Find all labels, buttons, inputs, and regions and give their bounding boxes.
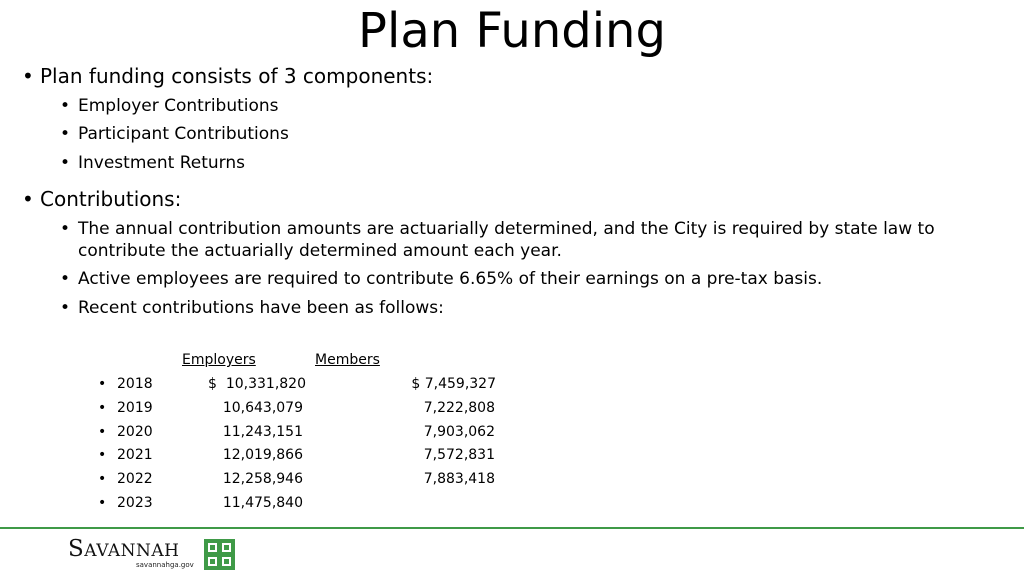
table-row <box>0 376 600 396</box>
employers-cell: $ 10,331,820 <box>208 376 306 392</box>
members-cell: 7,903,062 <box>423 424 495 440</box>
employers-cell: 12,258,946 <box>222 471 303 487</box>
bullet-text: Contributions: <box>40 187 182 211</box>
table-row <box>0 424 600 444</box>
table-row <box>0 471 600 491</box>
bullet-marker: • <box>22 187 34 211</box>
bullet-marker: • <box>60 219 71 239</box>
year-cell: 2020 <box>117 424 153 440</box>
bullet-marker: • <box>98 495 107 511</box>
column-header-members: Members <box>315 352 380 368</box>
footer-divider <box>0 527 1024 529</box>
employers-cell: 10,643,079 <box>222 400 303 416</box>
bullet-marker: • <box>60 298 71 318</box>
bullet-marker: • <box>98 424 107 440</box>
year-cell: 2018 <box>117 376 153 392</box>
employers-cell: 11,475,840 <box>222 495 303 511</box>
sub-bullet-text: Recent contributions have been as follows: <box>78 298 444 318</box>
year-cell: 2023 <box>117 495 153 511</box>
bullet-marker: • <box>98 447 107 463</box>
employers-cell: 12,019,866 <box>222 447 303 463</box>
sub-bullet-text: Investment Returns <box>78 153 245 173</box>
logo-url: savannahga.gov <box>136 561 194 569</box>
city-grid-logo-icon <box>204 539 235 570</box>
members-cell: 7,222,808 <box>423 400 495 416</box>
slide-title: Plan Funding <box>358 3 666 59</box>
members-cell: 7,572,831 <box>423 447 495 463</box>
bullet-marker: • <box>60 153 71 173</box>
logo-wordmark: SAVANNAH <box>68 536 180 562</box>
bullet-marker: • <box>22 64 34 88</box>
bullet-marker: • <box>98 376 107 392</box>
sub-bullet-text: Employer Contributions <box>78 96 279 116</box>
sub-bullet-text: Participant Contributions <box>78 124 289 144</box>
table-row <box>0 400 600 420</box>
members-cell: $ 7,459,327 <box>411 376 496 392</box>
bullet-marker: • <box>98 471 107 487</box>
sub-bullet-text: The annual contribution amounts are actuarially determined, and the City is required by state law to contribute the actuarially determined amount each year. <box>78 219 935 261</box>
bullet-marker: • <box>60 96 71 116</box>
year-cell: 2019 <box>117 400 153 416</box>
bullet-text: Plan funding consists of 3 components: <box>40 64 434 88</box>
table-row <box>0 447 600 467</box>
year-cell: 2021 <box>117 447 153 463</box>
bullet-marker: • <box>60 269 71 289</box>
bullet-marker: • <box>60 124 71 144</box>
table-row <box>0 495 600 515</box>
sub-bullet-text: Active employees are required to contribute 6.65% of their earnings on a pre-tax basis. <box>78 269 823 289</box>
year-cell: 2022 <box>117 471 153 487</box>
members-cell: 7,883,418 <box>423 471 495 487</box>
bullet-marker: • <box>98 400 107 416</box>
employers-cell: 11,243,151 <box>222 424 303 440</box>
column-header-employers: Employers <box>182 352 256 368</box>
